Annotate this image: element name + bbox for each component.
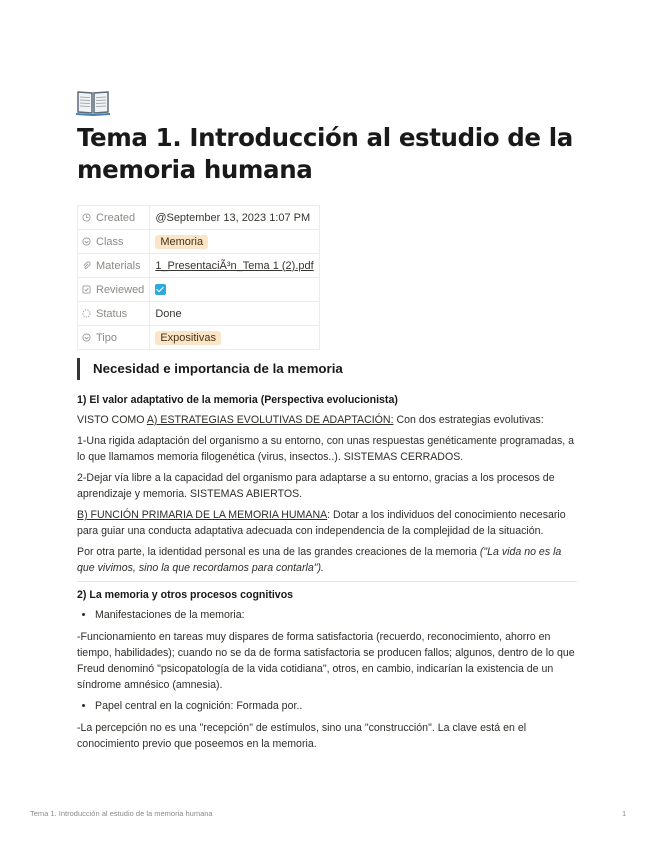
page-content bbox=[77, 392, 577, 757]
italic-quote: ("La vida no es la que vivimos, sino la que recordamos para contarla"). bbox=[77, 546, 562, 574]
subsection-title-2: 2) La memoria y otros procesos cognitivos bbox=[77, 589, 294, 601]
paragraph: -La percepción no es una "recepción" de estímulos, sino una "construcción". La clave está en el conocimiento previo que poseemos en la memoria. bbox=[77, 722, 527, 750]
clock-icon bbox=[82, 213, 91, 222]
property-row-created bbox=[78, 206, 320, 230]
property-row-tipo bbox=[78, 326, 320, 350]
property-value-tipo[interactable] bbox=[150, 326, 319, 350]
text-span: Con dos estrategias evolutivas: bbox=[393, 414, 544, 426]
property-value-materials bbox=[150, 254, 319, 278]
list-item: • Papel central en la cognición: Formada por.. bbox=[95, 698, 577, 714]
page-number: 1 bbox=[622, 809, 627, 818]
property-value-class[interactable] bbox=[150, 230, 319, 254]
property-value-created[interactable]: @September 13, 2023 1:07 PM bbox=[150, 206, 319, 230]
paragraph: 2-Dejar vía libre a la capacidad del organismo para adaptarse a su entorno, gracias a los procesos de aprendizaje y memoria. SISTEMAS ABIERTOS. bbox=[77, 472, 555, 500]
class-tag[interactable]: Memoria bbox=[155, 235, 208, 249]
paragraph bbox=[77, 412, 577, 428]
section-heading: Necesidad e importancia de la memoria bbox=[77, 358, 343, 380]
checkbox-icon bbox=[82, 285, 91, 294]
property-name-cell bbox=[78, 278, 150, 302]
property-name: Tipo bbox=[96, 331, 117, 344]
paragraph bbox=[77, 507, 577, 539]
divider bbox=[77, 581, 577, 582]
property-row-class bbox=[78, 230, 320, 254]
select-icon bbox=[82, 237, 91, 246]
paragraph: -Funcionamiento en tareas muy dispares de forma satisfactoria (recuerdo, reconocimiento, ahorro en tiempo, habilidades); cuando no se da de forma satisfactoria se producen fallos; algunos, dentro de lo que Freud denominó "psicopatología de la vida cotidiana", otros, en cambio, indicarían la existencia de un síndrome amnésico (amnesia). bbox=[77, 631, 575, 691]
property-value-status[interactable]: Done bbox=[150, 302, 319, 326]
paragraph bbox=[77, 544, 577, 576]
property-row-reviewed bbox=[78, 278, 320, 302]
paragraph: 1-Una rigida adaptación del organismo a su entorno, con unas respuestas genéticamente programadas, a lo que llamamos memoria filogenética (virus, insectos..). SISTEMAS CERRADOS. bbox=[77, 435, 575, 463]
property-row-status bbox=[78, 302, 320, 326]
status-icon bbox=[82, 309, 91, 318]
reviewed-checkbox[interactable] bbox=[155, 284, 166, 295]
property-name-cell bbox=[78, 254, 150, 278]
text-span: VISTO COMO bbox=[77, 414, 147, 426]
property-name: Reviewed bbox=[96, 283, 145, 296]
tipo-tag[interactable]: Expositivas bbox=[155, 331, 221, 345]
paperclip-icon bbox=[82, 261, 91, 270]
property-name-cell bbox=[78, 302, 150, 326]
text-span: Por otra parte, la identidad personal es una de las grandes creaciones de la memoria bbox=[77, 546, 480, 558]
page-title: Tema 1. Introducción al estudio de la memoria humana bbox=[77, 123, 573, 184]
open-book-icon bbox=[76, 86, 110, 116]
property-name: Created bbox=[96, 211, 136, 224]
text-span: : Dotar a los individuos del conocimiento necesario para guiar una conducta adaptativa adecuada con independencia de la complejidad de la situación. bbox=[77, 509, 566, 537]
property-name: Class bbox=[96, 235, 124, 248]
property-name-cell bbox=[78, 326, 150, 350]
list-item: • Manifestaciones de la memoria: bbox=[95, 607, 577, 623]
property-name-cell bbox=[78, 206, 150, 230]
properties-table bbox=[77, 205, 320, 350]
bullet-list bbox=[77, 607, 577, 623]
property-name: Materials bbox=[96, 259, 141, 272]
underlined-text: A) ESTRATEGIAS EVOLUTIVAS DE ADAPTACIÓN: bbox=[146, 414, 394, 426]
materials-file-link[interactable]: 1_PresentaciÃ³n_Tema 1 (2).pdf bbox=[155, 259, 314, 272]
subsection-title-1: 1) El valor adaptativo de la memoria (Perspectiva evolucionista) bbox=[77, 394, 398, 406]
footer-title: Tema 1. Introducción al estudio de la memoria humana bbox=[30, 809, 213, 818]
property-name: Status bbox=[96, 307, 128, 320]
property-value-reviewed bbox=[150, 278, 319, 302]
underlined-text: B) FUNCIÓN PRIMARIA DE LA MEMORIA HUMANA bbox=[77, 509, 328, 521]
property-name-cell bbox=[78, 230, 150, 254]
select-icon bbox=[82, 333, 91, 342]
bullet-list bbox=[77, 698, 577, 714]
property-row-materials bbox=[78, 254, 320, 278]
